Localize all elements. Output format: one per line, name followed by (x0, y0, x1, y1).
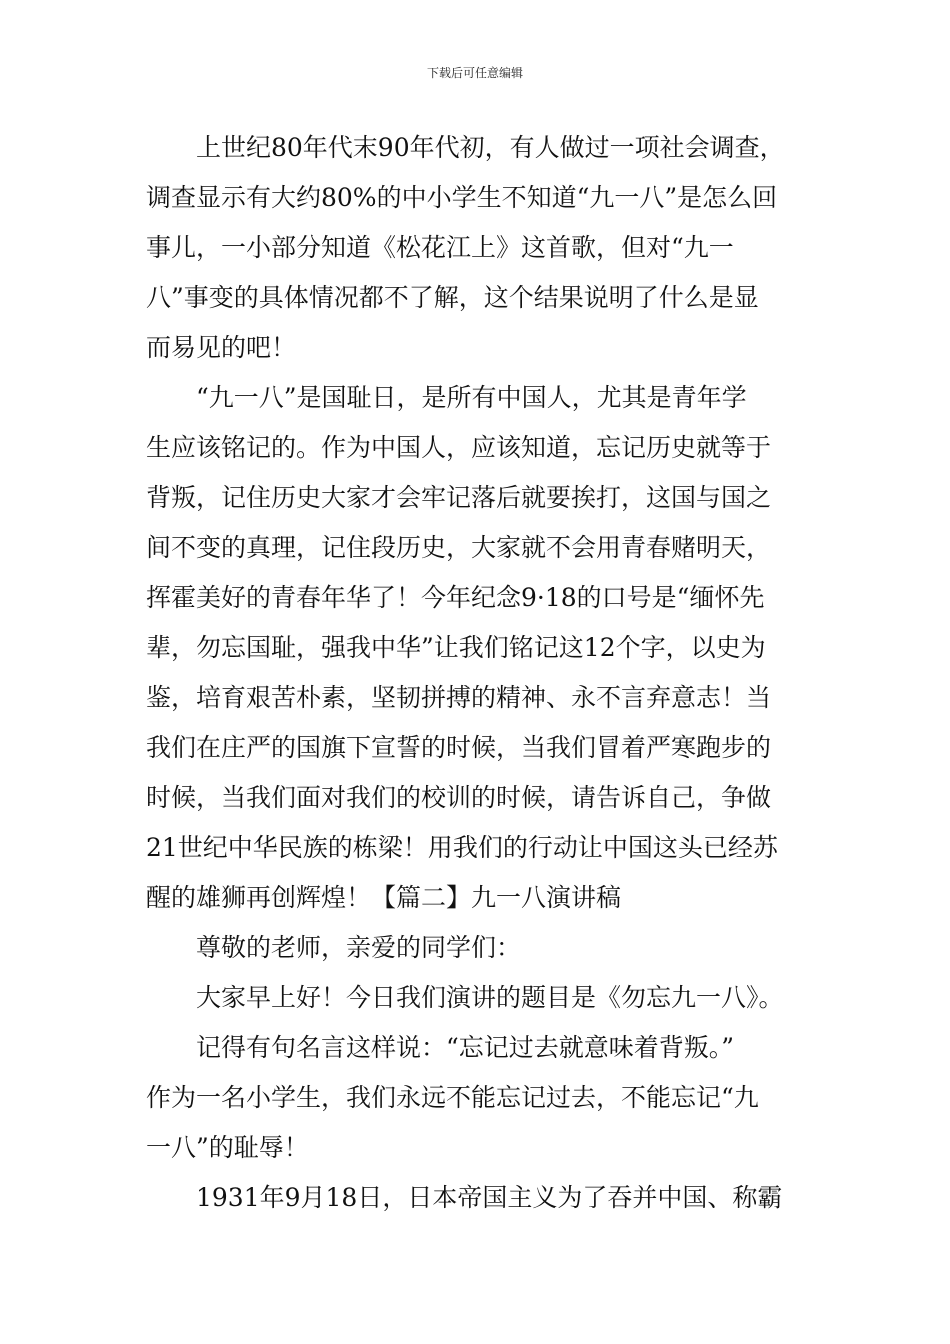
text-line: 时候，当我们面对我们的校训的时候，请告诉自己，争做 (146, 783, 772, 812)
text-line: 醒的雄狮再创辉煌！【篇二】九一八演讲稿 (146, 883, 622, 912)
text-line: 作为一名小学生，我们永远不能忘记过去，不能忘记“九 (146, 1083, 759, 1112)
text-line: 记得有句名言这样说：“忘记过去就意味着背叛。” (196, 1033, 735, 1062)
text-line: 21世纪中华民族的栋梁！用我们的行动让中国这头已经苏 (146, 833, 778, 862)
page-header: 下载后可任意编辑 (426, 66, 523, 80)
text-line: 而易见的吧！ (146, 333, 297, 362)
text-line: 大家早上好！今日我们演讲的题目是《勿忘九一八》。 (196, 983, 784, 1012)
text-line: 我们在庄严的国旗下宣誓的时候，当我们冒着严寒跑步的 (146, 733, 772, 762)
text-line: 挥霍美好的青春年华了！今年纪念9·18的口号是“缅怀先 (146, 583, 765, 612)
text-line: “九一八”是国耻日，是所有中国人，尤其是青年学 (196, 383, 747, 412)
text-line: 鉴，培育艰苦朴素，坚韧拼搏的精神、永不言弃意志！当 (146, 683, 772, 712)
text-line: 辈，勿忘国耻，强我中华”让我们铭记这12个字，以史为 (146, 633, 766, 662)
document-body (146, 128, 806, 1228)
text-line: 背叛，记住历史大家才会牢记落后就要挨打，这国与国之 (146, 483, 772, 512)
text-line: 调查显示有大约80%的中小学生不知道“九一八”是怎么回 (146, 183, 778, 212)
text-line: 间不变的真理，记住段历史，大家就不会用青春赌明天， (146, 533, 772, 562)
text-line: 一八”的耻辱！ (146, 1133, 309, 1162)
text-line: 1931年9月18日，日本帝国主义为了吞并中国、称霸 (196, 1183, 783, 1212)
text-line: 生应该铭记的。作为中国人，应该知道，忘记历史就等于 (146, 433, 772, 462)
text-line: 事儿，一小部分知道《松花江上》这首歌，但对“九一 (146, 233, 734, 262)
text-line: 八”事变的具体情况都不了解，这个结果说明了什么是显 (146, 283, 759, 312)
text-line: 上世纪80年代末90年代初，有人做过一项社会调查， (196, 133, 785, 162)
text-line: 尊敬的老师，亲爱的同学们： (196, 933, 522, 962)
